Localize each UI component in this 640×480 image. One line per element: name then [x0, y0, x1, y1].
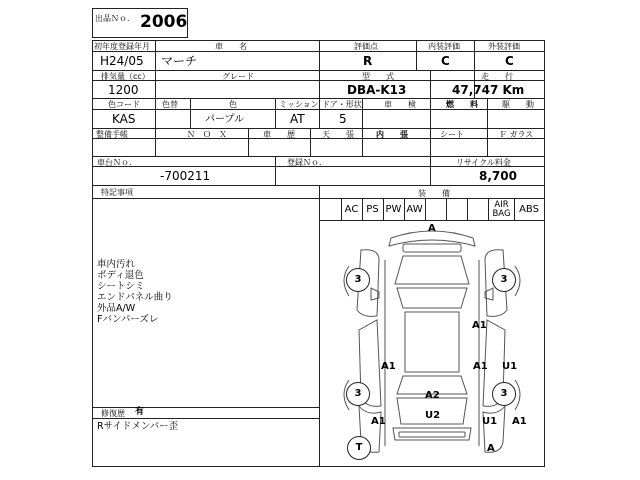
- grade-label: グレード: [222, 72, 254, 81]
- damage-mark: U1: [502, 361, 518, 372]
- vline-r2-a: [155, 70, 156, 98]
- damage-mark: A1: [473, 361, 488, 372]
- repair-value: 有: [135, 407, 145, 417]
- damage-mark: A1: [512, 416, 527, 427]
- score-value: R: [363, 54, 373, 68]
- doors-value: 5: [339, 112, 347, 126]
- interior-top-label: 内 張: [376, 130, 408, 139]
- remarks-label: 特記事項: [101, 188, 133, 197]
- model-label: 型 式: [362, 72, 394, 81]
- vline-r2-c: [430, 70, 431, 98]
- car-diagram: [319, 220, 545, 466]
- frame-left: [92, 40, 93, 467]
- windshield-outline: [397, 288, 467, 308]
- vline-r4-4: [362, 128, 363, 156]
- mileage-value: 47,747 Km: [452, 83, 525, 97]
- seat-label: シート: [440, 130, 464, 139]
- chassis-value: -700211: [160, 169, 211, 183]
- equipment-abs: ABS: [519, 204, 539, 215]
- remark-line: Fバンパーズレ: [97, 314, 159, 325]
- hline-repair-mid: [92, 418, 319, 419]
- remark-line: 車内汚れ: [97, 259, 136, 270]
- transmission-label: ミッション: [279, 100, 319, 109]
- equipment-label: 装 備: [418, 189, 450, 198]
- color-label: 色: [229, 100, 237, 109]
- damage-mark: A1: [381, 361, 396, 372]
- first-reg-value: H24/05: [100, 54, 144, 68]
- hline-r4-mid: [92, 138, 545, 139]
- tire-rear-left-rating: 3: [346, 382, 370, 406]
- remark-line: 外品A/W: [97, 303, 136, 314]
- tire-front-right-rating: 3: [492, 268, 516, 292]
- vline-r3-1: [155, 98, 156, 128]
- remark-line: シートシミ: [97, 281, 145, 292]
- equipment-empty-2: [446, 201, 467, 219]
- vline-r1-c: [416, 40, 417, 70]
- repair-label: 修復歴: [101, 409, 125, 418]
- equipment-empty-3: [467, 201, 488, 219]
- vline-r4-5: [430, 128, 431, 156]
- damage-mark: A1: [371, 416, 386, 427]
- color-change-label: 色替: [162, 100, 178, 109]
- vline-r4-3: [310, 128, 311, 156]
- model-value: DBA-K13: [347, 83, 407, 97]
- vline-r3-6: [430, 98, 431, 128]
- sunroof-label: 天 張: [322, 130, 354, 139]
- lot-number-label: 出品Ｎｏ．: [95, 14, 135, 23]
- exterior-score-value: C: [505, 54, 514, 68]
- equipment-ac: AC: [344, 204, 359, 215]
- damage-mark: U1: [482, 416, 498, 427]
- inspection-label: 車 検: [384, 100, 416, 109]
- vline-r4-1: [155, 128, 156, 156]
- rear-bumper-outline: [393, 428, 471, 440]
- remark-line: エンドパネル曲り: [97, 292, 173, 303]
- first-reg-label: 初年度登録年月: [94, 42, 150, 51]
- hline-r3-end: [92, 128, 545, 129]
- equipment-airbag: AIR BAG: [492, 200, 511, 219]
- drive-label: 駆 動: [502, 100, 534, 109]
- equipment-empty-1: [425, 201, 446, 219]
- damage-mark: A: [487, 443, 495, 454]
- damage-mark: U2: [425, 410, 441, 421]
- vline-r1-a: [155, 40, 156, 70]
- damage-mark: A1: [472, 320, 487, 331]
- interior-score-value: C: [441, 54, 450, 68]
- fuel-label: 燃 料: [446, 100, 478, 109]
- hood-outline: [395, 256, 469, 284]
- hline-r4-end: [92, 156, 545, 157]
- vline-r3-7: [487, 98, 488, 128]
- vline-r4-6: [487, 128, 488, 156]
- car-name-value: マーチ: [161, 54, 198, 68]
- hline-remarks: [92, 198, 319, 199]
- mileage-label: 走 行: [481, 72, 513, 81]
- interior-score-label: 内装評価: [428, 42, 460, 51]
- tire-rear-right-rating: 3: [492, 382, 516, 406]
- equipment-ps: PS: [366, 204, 379, 215]
- remark-line: ボディ退色: [97, 270, 144, 281]
- vline-r5-1: [275, 156, 276, 185]
- hline-equip-top: [319, 198, 545, 199]
- damage-mark: A2: [425, 390, 440, 401]
- damage-mark: A: [428, 223, 436, 234]
- rear-plate-outline: [399, 432, 465, 437]
- history-label: 車 歴: [263, 130, 295, 139]
- doors-shape-label: ドア・形状: [322, 100, 362, 109]
- equipment-pw: PW: [385, 204, 402, 215]
- remarks-list: [97, 259, 307, 325]
- reg-label: 登録Ｎｏ．: [287, 158, 327, 167]
- repair-detail: Rサイドメンバー歪: [97, 421, 179, 432]
- vline-r5-2: [430, 156, 431, 185]
- displacement-label: 排気量（cc）: [101, 72, 150, 81]
- vline-r3-5: [362, 98, 363, 128]
- f-glass-label: Ｆ ガラス: [499, 130, 534, 139]
- car-name-label: 車 名: [215, 42, 247, 51]
- recycle-label: リサイクル料金: [456, 158, 511, 167]
- vline-r3-4: [319, 98, 320, 128]
- color-code-value: KAS: [112, 112, 136, 126]
- displacement-value: 1200: [108, 83, 139, 97]
- color-code-label: 色コード: [108, 100, 140, 109]
- vline-r12-b: [319, 40, 320, 98]
- nox-label: Ｎ Ｏ Ｘ: [187, 130, 227, 139]
- tire-front-left-rating: 3: [346, 268, 370, 292]
- manual-label: 整備手帳: [96, 130, 128, 139]
- vline-r3-2: [190, 98, 191, 128]
- equipment-aw: AW: [406, 204, 423, 215]
- color-value: パープル: [205, 114, 245, 125]
- vline-r3-3: [275, 98, 276, 128]
- exterior-score-label: 外装評価: [488, 42, 520, 51]
- front-grille-outline: [403, 244, 461, 252]
- lot-number-value: 2006: [140, 12, 188, 32]
- score-label: 評価点: [354, 42, 378, 51]
- chassis-label: 車台Ｎｏ．: [97, 158, 137, 167]
- vline-r4-2: [248, 128, 249, 156]
- recycle-value: 8,700: [479, 169, 517, 183]
- spare-tire-rating: T: [347, 436, 371, 460]
- transmission-value: AT: [290, 112, 305, 126]
- roof-outline: [405, 312, 459, 372]
- hline-repair-top: [92, 407, 319, 408]
